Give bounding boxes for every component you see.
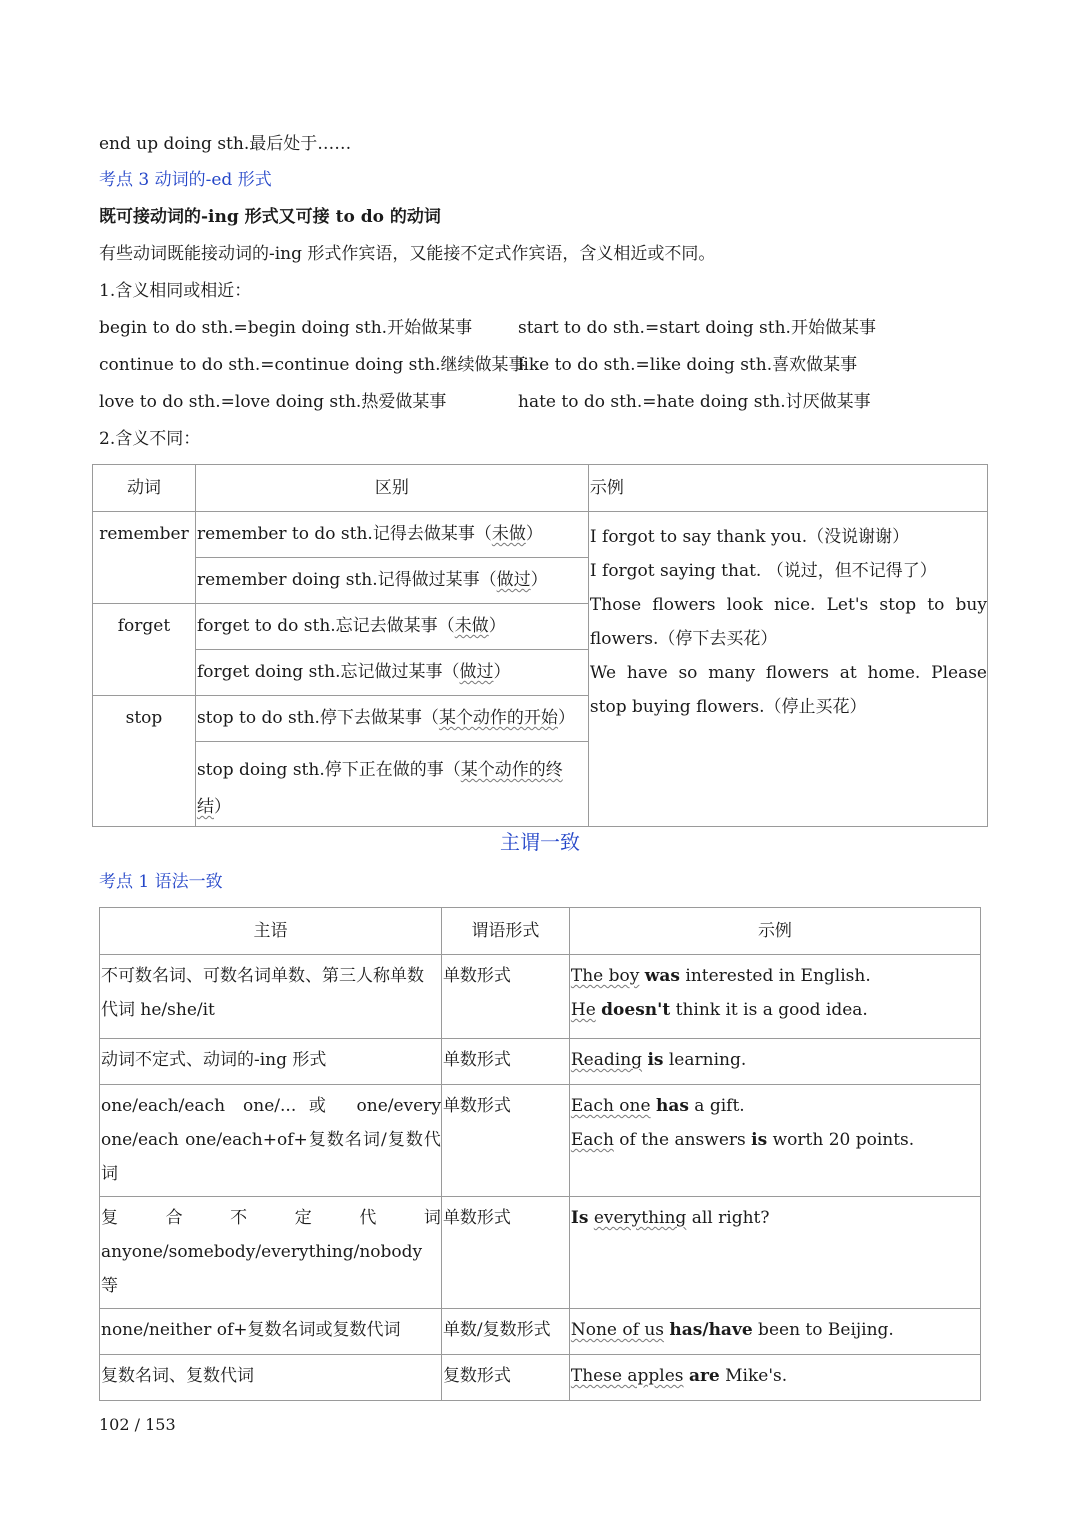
difference-cell: stop doing sth.停下正在做的事（某个动作的终结） (195, 742, 588, 827)
example-sentence: Reading is learning. (570, 1050, 747, 1070)
difference-cell: remember doing sth.记得做过某事（做过） (195, 558, 588, 604)
difference-cell: stop to do sth.停下去做某事（某个动作的开始） (195, 696, 588, 742)
subject-cell: none/neither of+复数名词或复数代词 (100, 1309, 442, 1355)
example-cell (569, 1039, 980, 1085)
difference-cell: forget to do sth.忘记去做某事（未做） (195, 604, 588, 650)
table-header-cell: 示例 (569, 908, 980, 955)
page-number: 102 / 153 (99, 1415, 176, 1434)
verb-cell: remember (93, 512, 196, 604)
example-text: Those flowers look nice. Let's stop to buy flowers.（停下去买花） (589, 595, 987, 649)
pair-right: hate to do sth.=hate doing sth.讨厌做某事 (518, 392, 871, 412)
difference-cell: forget doing sth.忘记做过某事（做过） (195, 650, 588, 696)
pair-right: like to do sth.=like doing sth.喜欢做某事 (518, 355, 858, 375)
example-cell (569, 1355, 980, 1401)
example-cell (569, 1085, 980, 1197)
pair-left: love to do sth.=love doing sth.热爱做某事 (99, 392, 447, 412)
example-sentence: None of us has/have been to Beijing. (570, 1320, 894, 1340)
subject-cell: 复 合 不 定 代 词 anyone/somebody/everything/nobody 等 (100, 1197, 442, 1309)
table-header-cell: 主语 (100, 908, 442, 955)
verb-cell: stop (93, 696, 196, 827)
subject-verb-agreement-table (99, 907, 981, 1401)
intro-text: 有些动词既能接动词的-ing 形式作宾语，又能接不定式作宾语，含义相近或不同。 (99, 244, 716, 264)
example-text: I forgot saying that. （说过，但不记得了） (589, 561, 937, 581)
subject-cell: 动词不定式、动词的-ing 形式 (100, 1039, 442, 1085)
table-header-cell: 动词 (93, 465, 196, 512)
section-subheading: 既可接动词的-ing 形式又可接 to do 的动词 (99, 207, 441, 227)
subject-spread-line: 复 合 不 定 代 词 (101, 1208, 441, 1228)
kaodian1-heading: 考点 1 语法一致 (99, 872, 223, 892)
verb-cell: forget (93, 604, 196, 696)
example-sentence: Each one has a gift. (570, 1096, 745, 1116)
difference-cell: remember to do sth.记得去做某事（未做） (195, 512, 588, 558)
end-up-line: end up doing sth.最后处于…… (99, 134, 352, 154)
example-cell (569, 955, 980, 1039)
subject-cell: 不可数名词、可数名词单数、第三人称单数代词 he/she/it (100, 955, 442, 1039)
form-cell: 单数形式 (441, 1197, 569, 1309)
examples-cell (588, 512, 987, 827)
example-text: We have so many flowers at home. Please stop buying flowers.（停止买花） (589, 663, 987, 717)
verb-difference-table (92, 464, 988, 827)
same-meaning-heading: 1.含义相同或相近： (99, 281, 252, 301)
pair-left: continue to do sth.=continue doing sth.继续做某事 (99, 355, 526, 375)
table-header-cell: 示例 (588, 465, 987, 512)
example-sentence: He doesn't think it is a good idea. (570, 1000, 868, 1020)
table-header-cell: 区别 (195, 465, 588, 512)
example-cell (569, 1309, 980, 1355)
pair-left: begin to do sth.=begin doing sth.开始做某事 (99, 318, 473, 338)
example-sentence: The boy was interested in English. (570, 966, 871, 986)
form-cell: 单数形式 (441, 1039, 569, 1085)
subject-cell: 复数名词、复数代词 (100, 1355, 442, 1401)
pair-right: start to do sth.=start doing sth.开始做某事 (518, 318, 876, 338)
different-meaning-heading: 2.含义不同： (99, 429, 201, 449)
form-cell: 单数/复数形式 (441, 1309, 569, 1355)
subject-cell: one/each/each one/...或 one/every one/each one/each+of+复数名词/复数代词 (100, 1085, 442, 1197)
example-text: I forgot to say thank you.（没说谢谢） (589, 527, 910, 547)
form-cell: 单数形式 (441, 1085, 569, 1197)
section-title: 主谓一致 (500, 830, 580, 854)
example-sentence: Is everything all right? (570, 1208, 770, 1228)
kaodian3-heading: 考点 3 动词的-ed 形式 (99, 170, 272, 190)
example-sentence: These apples are Mike's. (570, 1366, 788, 1386)
form-cell: 复数形式 (441, 1355, 569, 1401)
example-cell (569, 1197, 980, 1309)
example-sentence: Each of the answers is worth 20 points. (570, 1130, 915, 1150)
table-header-cell: 谓语形式 (441, 908, 569, 955)
form-cell: 单数形式 (441, 955, 569, 1039)
